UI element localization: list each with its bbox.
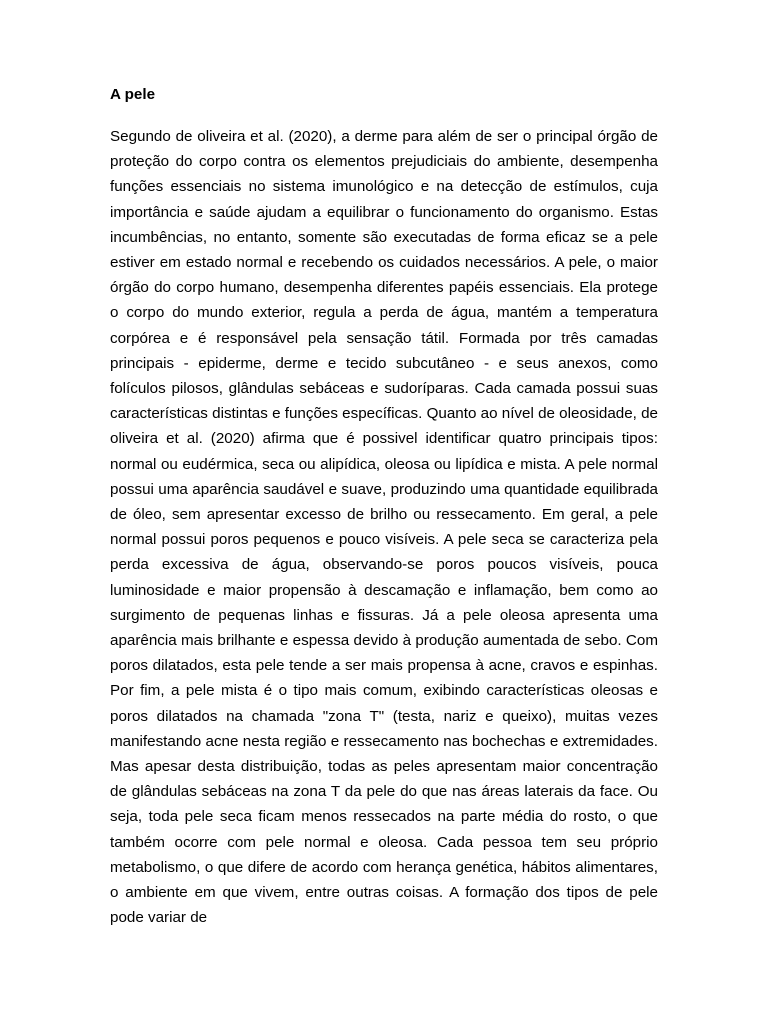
document-page (110, 84, 658, 931)
body-paragraph: Segundo de oliveira et al. (2020), a derme para além de ser o principal órgão de proteção do corpo contra os elementos prejudiciais do ambiente, desempenha funções essenciais no sistema imunológico e na detecção de estímulos, cuja importância e saúde ajudam a equilibrar o funcionamento do organismo. Estas incumbências, no entanto, somente são executadas de forma eficaz se a pele estiver em estado normal e recebendo os cuidados necessários. A pele, o maior órgão do corpo humano, desempenha diferentes papéis essenciais. Ela protege o corpo do mundo exterior, regula a perda de água, mantém a temperatura corpórea e é responsável pela sensação tátil. Formada por três camadas principais - epiderme, derme e tecido subcutâneo - e seus anexos, como folículos pilosos, glândulas sebáceas e sudoríparas. Cada camada possui suas características distintas e funções específicas. Quanto ao nível de oleosidade, de oliveira et al. (2020) afirma que é possivel identificar quatro principais tipos: normal ou eudérmica, seca ou alipídica, oleosa ou lipídica e mista. A pele normal possui uma aparência saudável e suave, produzindo uma quantidade equilibrada de óleo, sem apresentar excesso de brilho ou ressecamento. Em geral, a pele normal possui poros pequenos e pouco visíveis. A pele seca se caracteriza pela perda excessiva de água, observando-se poros poucos visíveis, pouca luminosidade e maior propensão à descamação e inflamação, bem como ao surgimento de pequenas linhas e fissuras. Já a pele oleosa apresenta uma aparência mais brilhante e espessa devido à produção aumentada de sebo. Com poros dilatados, esta pele tende a ser mais propensa à acne, cravos e espinhas. Por fim, a pele mista é o tipo mais comum, exibindo características oleosas e poros dilatados na chamada "zona T" (testa, nariz e queixo), muitas vezes manifestando acne nesta região e ressecamento nas bochechas e extremidades. Mas apesar desta distribuição, todas as peles apresentam maior concentração de glândulas sebáceas na zona T da pele do que nas áreas laterais da face. Ou seja, toda pele seca ficam menos ressecados na parte média do rosto, o que também ocorre com pele normal e oleosa. Cada pessoa tem seu próprio metabolismo, o que difere de acordo com herança genética, hábitos alimentares, o ambiente em que vivem, entre outras coisas. A formação dos tipos de pele pode variar de (110, 128, 658, 927)
section-heading: A pele (110, 86, 156, 103)
